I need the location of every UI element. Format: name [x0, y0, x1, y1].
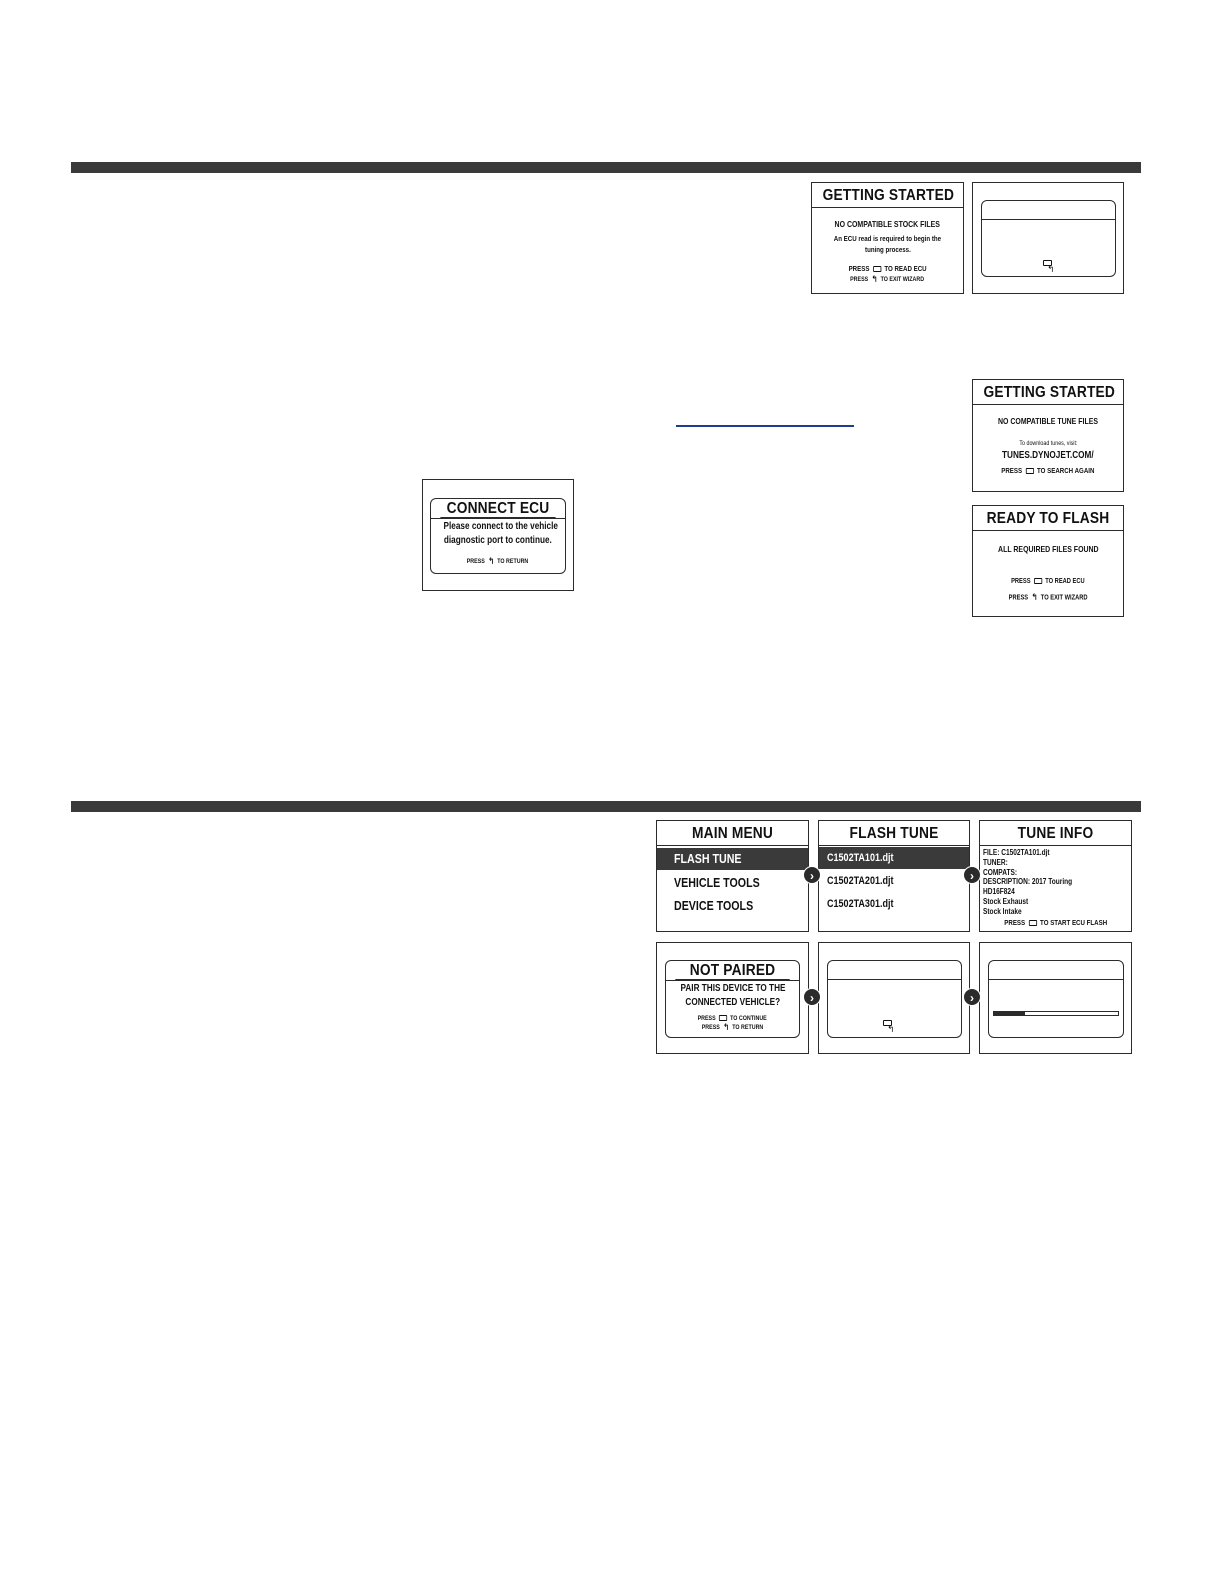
screen-title: NOT PAIRED: [675, 961, 789, 980]
select-button-icon: [1034, 578, 1042, 584]
connect-ecu-screen: [422, 479, 574, 591]
dialog-title-bar: [989, 961, 1123, 980]
press-label: PRESS: [850, 276, 869, 284]
screen-body-text: CONNECTED VEHICLE?: [685, 997, 780, 1008]
blank-dialog-screen: [972, 182, 1124, 294]
tune-info-detail: HD16F824: [983, 887, 1015, 897]
progress-fill: [994, 1012, 1025, 1015]
dialog-title-bar: [982, 201, 1115, 220]
back-arrow-icon: ↰: [722, 1022, 730, 1032]
dialog-box: [981, 200, 1116, 277]
press-action: TO CONTINUE: [730, 1015, 768, 1022]
screen-title: TUNE INFO: [1017, 825, 1094, 842]
select-button-icon: [1026, 468, 1034, 474]
flash-tune-screen: [818, 820, 970, 932]
hyperlink-underline[interactable]: [676, 425, 854, 427]
back-arrow-icon: ↰: [1031, 592, 1038, 602]
press-action: TO EXIT WIZARD: [881, 276, 925, 284]
press-action: TO READ ECU: [1045, 578, 1085, 585]
screen-body-text: PAIR THIS DEVICE TO THE: [680, 983, 785, 994]
select-button-icon: [719, 1015, 727, 1021]
press-label: PRESS: [1004, 917, 1025, 927]
menu-item-device-tools[interactable]: DEVICE TOOLS: [674, 898, 754, 913]
not-paired-screen: [656, 942, 809, 1054]
tune-info-compats: COMPATS:: [983, 867, 1018, 877]
press-action: TO RETURN: [497, 558, 529, 566]
getting-started-tune-screen: [972, 379, 1124, 492]
dialog-box: [665, 960, 800, 1038]
chevron-right-circle-icon: ›: [963, 866, 981, 884]
dialog-box: [988, 960, 1124, 1038]
section-divider-bar: [71, 801, 1141, 812]
press-action: TO READ ECU: [884, 264, 927, 273]
press-action: TO RETURN: [732, 1024, 764, 1032]
chevron-right-circle-icon: ›: [963, 988, 981, 1006]
menu-item-vehicle-tools[interactable]: VEHICLE TOOLS: [674, 875, 760, 890]
press-label: PRESS: [467, 558, 486, 566]
flash-progress-screen: [979, 942, 1132, 1054]
select-button-icon: [873, 266, 881, 272]
screen-title: CONNECT ECU: [440, 499, 555, 518]
screen-body-text: To download tunes, visit:: [1018, 440, 1078, 447]
chevron-right-circle-icon: ›: [803, 866, 821, 884]
dialog-title-bar: [828, 961, 961, 980]
dialog-box: [827, 960, 962, 1038]
tune-info-tuner: TUNER:: [983, 857, 1008, 867]
back-arrow-icon: ↰: [488, 556, 495, 566]
tune-file-item[interactable]: C1502TA301.djt: [827, 898, 894, 910]
screen-title: FLASH TUNE: [849, 825, 939, 842]
back-arrow-icon: ↰: [1047, 264, 1055, 274]
chevron-right-circle-icon: ›: [803, 988, 821, 1006]
press-action: TO SEARCH AGAIN: [1037, 466, 1095, 475]
back-arrow-icon: ↰: [887, 1024, 895, 1034]
screen-title: READY TO FLASH: [986, 510, 1110, 527]
tunes-url: TUNES.DYNOJET.COM/: [1002, 450, 1094, 461]
main-menu-screen: [656, 820, 809, 932]
screen-body-text: Please connect to the vehicle: [443, 521, 558, 532]
screen-body-text: diagnostic port to continue.: [444, 535, 552, 546]
select-button-icon: [1028, 920, 1036, 926]
screen-heading: ALL REQUIRED FILES FOUND: [997, 544, 1099, 554]
screen-title: GETTING STARTED: [983, 384, 1116, 401]
screen-heading: NO COMPATIBLE STOCK FILES: [834, 219, 941, 229]
press-label: PRESS: [701, 1024, 720, 1032]
screen-title: GETTING STARTED: [822, 187, 955, 204]
tune-file-item[interactable]: C1502TA101.djt: [819, 847, 969, 869]
tune-info-description: DESCRIPTION: 2017 Touring: [983, 877, 1073, 887]
press-label: PRESS: [848, 264, 870, 273]
press-label: PRESS: [1001, 466, 1023, 475]
blank-dialog-screen: [818, 942, 970, 1054]
press-action: TO START ECU FLASH: [1039, 917, 1107, 927]
flash-progress-bar: [993, 1011, 1119, 1016]
section-divider-bar: [71, 162, 1141, 173]
dialog-box: [430, 498, 566, 574]
tune-info-detail: Stock Intake: [983, 906, 1022, 916]
menu-item-flash-tune[interactable]: FLASH TUNE: [657, 848, 808, 870]
ready-to-flash-screen: [972, 505, 1124, 617]
press-label: PRESS: [1008, 594, 1028, 602]
press-action: TO EXIT WIZARD: [1040, 594, 1088, 602]
screen-body-text: tuning process.: [864, 245, 911, 254]
tune-file-item[interactable]: C1502TA201.djt: [827, 875, 894, 887]
screen-body-text: An ECU read is required to begin the: [833, 234, 942, 243]
press-label: PRESS: [1011, 578, 1031, 585]
back-arrow-icon: ↰: [871, 274, 878, 284]
screen-title: MAIN MENU: [691, 825, 774, 842]
getting-started-stock-screen: [811, 182, 964, 294]
screen-heading: NO COMPATIBLE TUNE FILES: [997, 416, 1099, 426]
tune-info-file: FILE: C1502TA101.djt: [983, 848, 1050, 857]
tune-info-screen: [979, 820, 1132, 932]
press-label: PRESS: [697, 1015, 716, 1022]
tune-info-detail: Stock Exhaust: [983, 896, 1029, 906]
